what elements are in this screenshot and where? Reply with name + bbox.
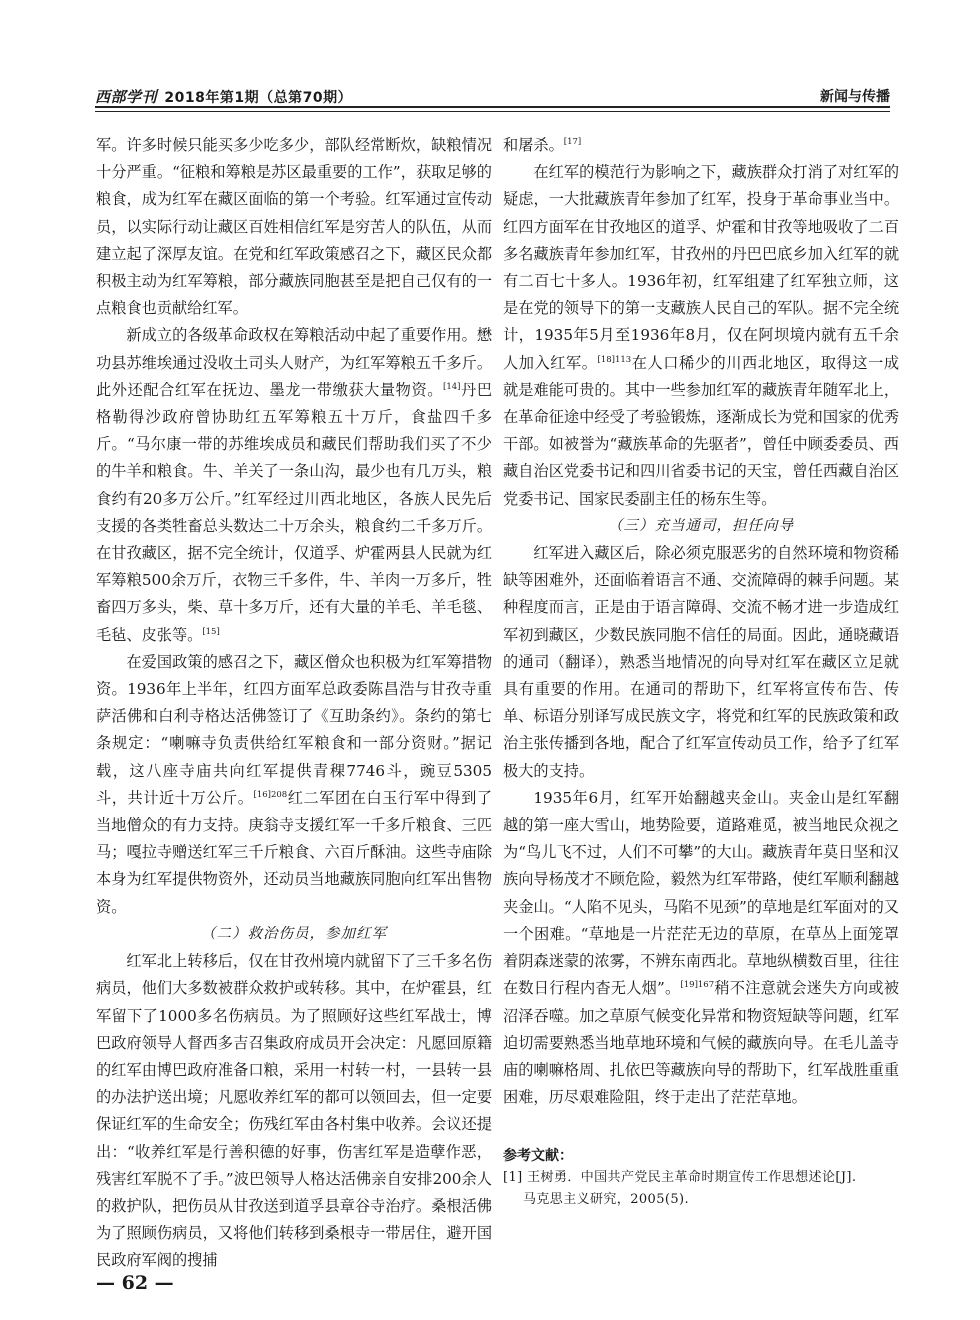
left-column <box>96 132 492 1275</box>
reference-text-continued: 马克思主义研究，2005(5). <box>523 1192 690 1208</box>
paragraph-text: 稍不注意就会迷失方向或被沼泽吞噬。加之草原气候变化异常和物资短缺等问题，红军迫切需要熟悉当地草地环境和气候的藏族向导。在毛儿盖寺庙的喇嘛格周、扎依巴等藏族向导的帮助下，红军战胜重重困难，历尽艰难险阻，终于走出了茫茫草地。 <box>503 979 900 1107</box>
paragraph <box>503 785 899 1111</box>
issue-info: 2018年第1期（总第70期） <box>164 90 353 106</box>
paragraph-text: 在爱国政策的感召之下，藏区僧众也积极为红军筹措物资。1936年上半年，红四方面军总政委陈昌浩与甘孜寺重萨活佛和白利寺格达活佛签订了《互助条约》。条约的第七条规定：“喇嘛寺负责供给红军粮食和一部分资财。”据记载，这八座寺庙共向红军提供青稞7746斗，豌豆5305斗，共计近十万公斤。 <box>96 652 492 807</box>
right-column <box>503 132 899 1211</box>
paragraph <box>503 540 899 785</box>
citation: [19]167 <box>680 980 715 991</box>
citation: [14] <box>443 381 461 392</box>
paragraph-text: 在红军的模范行为影响之下，藏族群众打消了对红军的疑虑，一大批藏族青年参加了红军，投身于革命事业当中。红四方面军在甘孜地区的道孚、炉霍和甘孜等地吸收了二百多名藏族青年参加红军，甘孜州的丹巴巴底乡加入红军的就有二百七十多人。1936年初，红军组建了红军独立师，这是在党的领导下的第一支藏族人民自己的军队。据不完全统计，1935年5月至1936年8月，仅在阿坝境内就有五千余人加入红军。 <box>503 163 899 372</box>
paragraph-text: 和屠杀。 <box>503 136 564 154</box>
citation: [15] <box>202 626 220 637</box>
subsection-heading: （二）救治伤员，参加红军 <box>201 925 387 942</box>
paragraph-text: 在人口稀少的川西北地区，取得这一成就是难能可贵的。其中一些参加红军的藏族青年随军北上，在革命征途中经受了考验锻炼，逐渐成长为党和国家的优秀干部。如被誉为“藏族革命的先驱者”，曾任中顾委委员、西藏自治区党委书记和四川省委书记的天宝，曾任西藏自治区党委书记、国家民委副主任的杨东生等。 <box>503 353 900 508</box>
paragraph-text: 红军进入藏区后，除必须克服恶劣的自然环境和物资稀缺等困难外，还面临着语言不通、交流障碍的棘手问题。某种程度而言，正是由于语言障碍、交流不畅才进一步造成红军初到藏区，少数民族同胞不信任的局面。因此，通晓藏语的通司（翻译），熟悉当地情况的向导对红军在藏区立足就具有重要的作用。在通司的帮助下，红军将宣传布告、传单、标语分别译写成民族文字，将党和红军的民族政策和政治主张传播到各地，配合了红军宣传动员工作，给予了红军极大的支持。 <box>503 544 899 780</box>
journal-logo: 西部学刊 <box>95 88 158 106</box>
paragraph-text: 新成立的各级革命政权在筹粮活动中起了重要作用。懋功县苏维埃通过没收土司头人财产，为红军筹粮五千多斤。此外还配合红军在抚边、墨龙一带缴获大量物资。 <box>96 326 492 399</box>
subsection-heading: （三）充当通司，担任向导 <box>608 517 794 534</box>
paragraph-text: 红二军团在白玉行军中得到了当地僧众的有力支持。庚翁寺支援红军一千多斤粮食、三匹马；嘎拉寺赠送红军三千斤粮食、六百斤酥油。这些寺庙除本身为红军提供物资外，还动员当地藏族同胞向红军出售物资。 <box>96 788 493 916</box>
citation: [17] <box>563 136 582 147</box>
section-title: 新闻与传播 <box>820 89 890 105</box>
citation: [18]113 <box>597 354 632 365</box>
page-number: — 62 — <box>96 1272 174 1294</box>
references-title: 参考文献： <box>503 1148 573 1165</box>
paragraph <box>96 649 492 921</box>
header-rule-thin <box>95 111 890 112</box>
paragraph-text: 1935年6月，红军开始翻越夹金山。夹金山是红军翻越的第一座大雪山，地势险要，道路难觅，被当地民众视之为“鸟儿飞不过，人们不可攀”的大山。藏族青年莫日坚和汉族向导杨茂才不顾危险，毅然为红军带路，使红军顺利翻越夹金山。“人陷不见头，马陷不见颈”的草地是红军面对的又一个困难。“草地是一片茫茫无边的草原，在草丛上面笼罩着阴森迷蒙的浓雾，不辨东南西北。草地纵横数百里，往往在数日行程内杳无人烟”。 <box>503 788 899 998</box>
paragraph <box>96 948 492 1274</box>
paragraph-text: 军。许多时候只能买多少吃多少，部队经常断炊，缺粮情况十分严重。“征粮和筹粮是苏区最重要的工作”，获取足够的粮食，成为红军在藏区面临的第一个考验。红军通过宣传动员，以实际行动让藏区百姓相信红军是穷苦人的队伍，从而建立起了深厚友谊。在党和红军政策感召之下，藏区民众都积极主动为红军筹粮，部分藏族同胞甚至是把自己仅有的一点粮食也贡献给红军。 <box>96 136 492 318</box>
header-rule <box>95 106 890 108</box>
paragraph-text: 红军北上转移后，仅在甘孜州境内就留下了三千多名伤病员，他们大多数被群众救护或转移。其中，在炉霍县，红军留下了1000多名伤病员。为了照顾好这些红军战士，博巴政府领导人督西多吉召集政府成员开会决定：凡愿回原籍的红军由博巴政府准备口粮，采用一村转一村，一县转一县的办法护送出境；凡愿收养红军的都可以领回去，但一定要保证红军的生命安全；伤残红军由各村集中收养。会议还提出：“收养红军是行善积德的好事，伤害红军是造孽作恶，残害红军脱不了手。”波巴领导人格达活佛亲自安排200余人的救护队，把伤员从甘孜送到道孚县章谷寺治疗。桑根活佛为了照顾伤病员，又将他们转移到桑根寺一带居住，避开国民政府军阀的搜捕 <box>96 952 492 1270</box>
reference-text: [1] 王树勇．中国共产党民主革命时期宣传工作思想述论[J]. <box>503 1170 857 1186</box>
paragraph-text: 丹巴格勒得沙政府曾协助红五军筹粮五十万斤，食盐四千多斤。“马尔康一带的苏维埃成员和藏民们帮助我们买了不少的牛羊和粮食。牛、羊关了一条山沟，最少也有几万头，粮食约有20多万公斤。”红军经过川西北地区，各族人民先后支援的各类牲畜总头数达二十万余头，粮食约二千多万斤。在甘孜藏区，据不完全统计，仅道孚、炉霍两县人民就为红军筹粮500余万斤，衣物三千多件，牛、羊肉一万多斤，牲畜四万多头，柴、草十多万斤，还有大量的羊毛、羊毛毯、毛毡、皮张等。 <box>96 380 493 644</box>
paragraph <box>96 322 492 648</box>
reference-item <box>503 1167 899 1211</box>
page-header <box>95 72 890 108</box>
journal-info <box>95 86 352 107</box>
paragraph <box>503 159 899 513</box>
citation: [16]208 <box>253 789 288 800</box>
paragraph <box>96 132 492 322</box>
paragraph <box>503 132 899 159</box>
